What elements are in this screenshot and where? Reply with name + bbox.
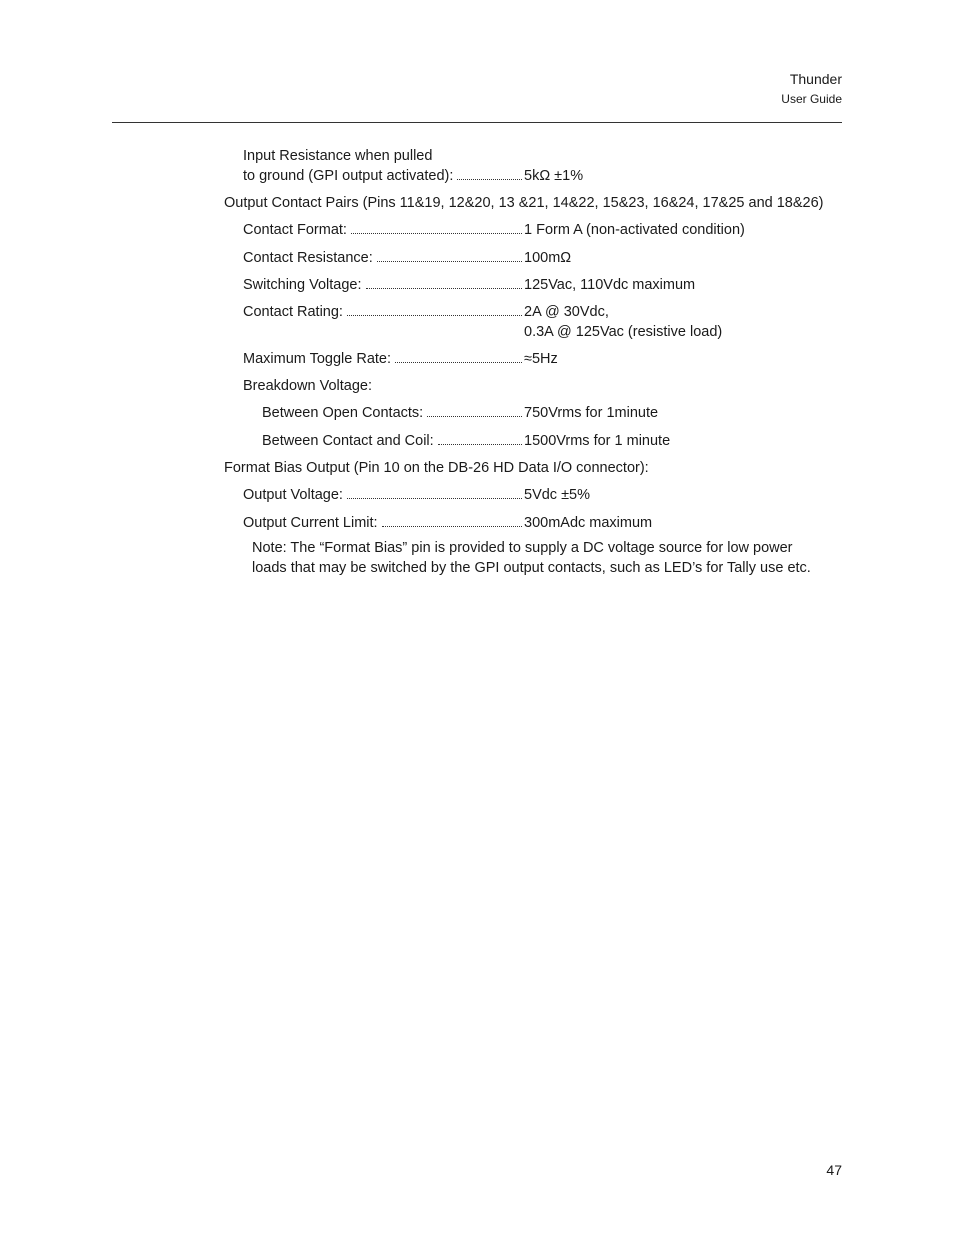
max-toggle-rate-label: Maximum Toggle Rate: <box>243 350 524 368</box>
dot-leader <box>395 362 522 363</box>
contact-rating-label: Contact Rating: <box>243 303 524 321</box>
between-open-value: 750Vrms for 1minute <box>524 405 659 421</box>
dot-leader <box>351 233 522 234</box>
dot-leader <box>457 179 522 180</box>
output-contacts-heading: Output Contact Pairs (Pins 11&19, 12&20, 13 &21, 14&22, 15&23, 16&24, 17&25 and 18&26) <box>224 195 824 211</box>
between-open-label: Between Open Contacts: <box>262 404 524 422</box>
dot-leader <box>377 261 522 262</box>
dot-leader <box>347 498 522 499</box>
between-coil-label: Between Contact and Coil: <box>262 432 524 450</box>
dot-leader <box>427 416 522 417</box>
header-title: Thunder <box>789 71 842 87</box>
input-resistance-value: 5kΩ ±1% <box>524 168 584 184</box>
max-toggle-rate-value: ≈5Hz <box>524 351 558 367</box>
switching-voltage-value: 125Vac, 110Vdc maximum <box>524 277 696 293</box>
input-resistance-label-line2: to ground (GPI output activated): <box>243 168 454 184</box>
contact-rating-value-line1: 2A @ 30Vdc, <box>524 304 609 320</box>
contact-rating-value-line2: 0.3A @ 125Vac (resistive load) <box>524 324 723 340</box>
contact-resistance-label: Contact Resistance: <box>243 249 524 267</box>
dot-leader <box>366 288 523 289</box>
output-voltage-value: 5Vdc ±5% <box>524 487 590 503</box>
dot-leader <box>382 526 522 527</box>
breakdown-voltage-label: Breakdown Voltage: <box>243 378 372 394</box>
contact-format-label: Contact Format: <box>243 221 524 239</box>
dot-leader <box>347 315 522 316</box>
input-resistance-label-line1: Input Resistance when pulled <box>243 148 433 164</box>
header-subtitle: User Guide <box>781 92 842 106</box>
output-current-value: 300mAdc maximum <box>524 515 653 531</box>
output-voltage-label: Output Voltage: <box>243 486 524 504</box>
header-rule <box>112 122 842 123</box>
switching-voltage-label: Switching Voltage: <box>243 276 524 294</box>
contact-resistance-value: 100mΩ <box>524 250 572 266</box>
note-line1: Note: The “Format Bias” pin is provided to supply a DC voltage source for low power <box>252 540 793 556</box>
between-coil-value: 1500Vrms for 1 minute <box>524 433 671 449</box>
input-resistance-label <box>243 167 524 185</box>
contact-format-value: 1 Form A (non-activated condition) <box>524 222 745 238</box>
page-number: 47 <box>826 1162 842 1178</box>
dot-leader <box>438 444 522 445</box>
note-line2: loads that may be switched by the GPI output contacts, such as LED’s for Tally use etc. <box>252 560 811 576</box>
output-current-label: Output Current Limit: <box>243 514 524 532</box>
format-bias-heading: Format Bias Output (Pin 10 on the DB-26 HD Data I/O connector): <box>224 460 649 476</box>
